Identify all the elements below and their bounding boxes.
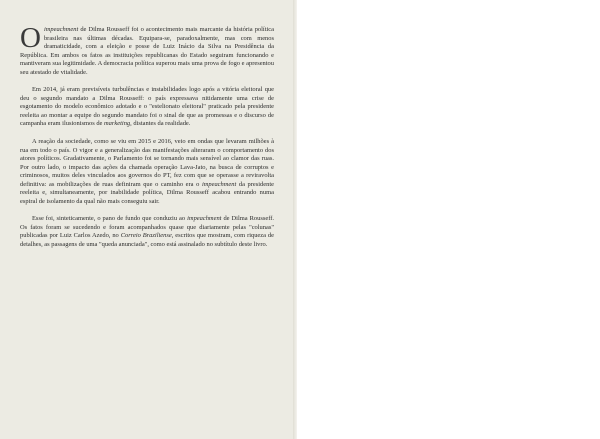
italic-term: marketing [104, 120, 131, 128]
paragraph-2: Em 2014, já eram previsíveis turbulências e instabilidades logo após a vitória eleitoral que deu o segundo mandato a Dilma Rousseff: o país expressava nitidamente uma crise de esgotamento do modelo econômico adotado e o "estelionato eleitoral" praticado pela presidente reeleita ao montar a equipe do segundo mandato foi o sinal de que as promessas e o discurso de campanha eram ilusionismos de marketing, distantes da realidade. [20, 86, 274, 128]
paragraph-3: A reação da sociedade, como se viu em 2015 e 2016, veio em ondas que levaram milhões à rua em todo o país. O vigor e a generalização das manifestações alteraram o comportamento dos atores políticos. Gradativamente, o Parlamento foi se tornando mais sensível ao clamor das ruas. Por outro lado, o impacto das ações da chamada operação Lava-Jato, na busca de corruptos e criminosos, muitos deles vinculados aos governos do PT, fez com que se operasse a reviravolta definitiva: as mobilizações de ruas definiram que o caminho era o impeachment da presidente reeleita e, simultaneamente, por inabilidade política, Dilma Rousseff acabou entrando numa espiral de isolamento da qual não mais conseguiu sair. [20, 138, 274, 205]
left-page [0, 0, 293, 439]
right-page-blank [297, 0, 600, 439]
italic-term: Correio Braziliense [120, 232, 172, 240]
italic-term: impeachment [43, 26, 79, 33]
italic-term: impeachment [201, 180, 237, 188]
intro-text [20, 22, 274, 259]
paragraph-1: Oimpeachment de Dilma Rousseff foi o acontecimento mais marcante da história política brasileira nas últimas décadas. Equipara-se, paradoxalmente, mas com menos dramaticidade, com a eleição e posse de Luiz Inácio da Silva na Presidência da República. Em ambos os fatos as instituições republicanas do Estado seguiram funcionando e mantiveram sua legitimidade. A democracia política superou mais uma prova de fogo e apresentou seu atestado de vitalidade. [20, 22, 274, 76]
italic-term: impeachment [187, 215, 222, 223]
paragraph-4: Esse foi, sinteticamente, o pano de fundo que conduziu ao impeachment de Dilma Rousseff. Os fatos foram se sucedendo e foram acompanhados quase que diariamente pelas "colunas" publicadas por Luiz Carlos Azedo, no Correio Braziliense, escritos que mostram, com riqueza de detalhes, as passagens de uma "queda anunciada", como está assinalado no subtítulo deste livro. [20, 215, 274, 249]
drop-cap: O [20, 22, 41, 54]
